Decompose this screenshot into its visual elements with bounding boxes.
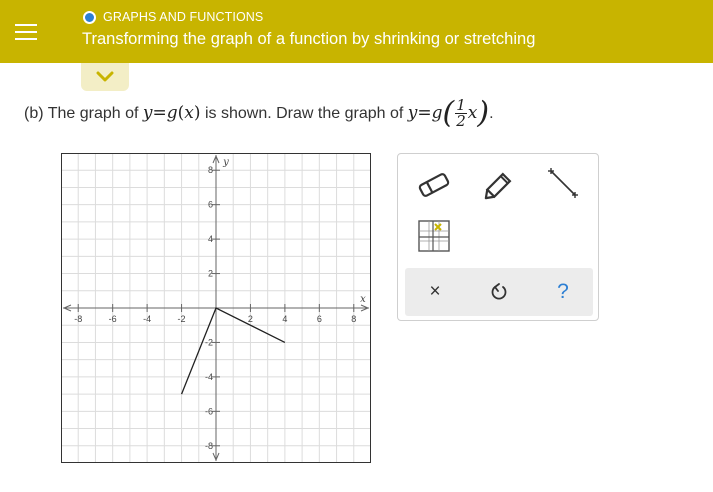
undo-icon — [490, 283, 508, 301]
eraser-tool[interactable] — [414, 167, 454, 203]
target-function — [407, 95, 490, 131]
given-rparen: ) — [193, 103, 201, 123]
pencil-tool[interactable] — [480, 166, 520, 202]
eraser-icon — [417, 172, 451, 198]
target-x: x — [467, 103, 478, 123]
y-tick-label: -4 — [204, 371, 213, 382]
y-tick-label: -2 — [204, 337, 213, 348]
y-tick-label: -8 — [204, 440, 213, 451]
topic-breadcrumb — [83, 10, 263, 24]
hamburger-icon — [15, 22, 37, 42]
target-g: g — [431, 103, 443, 123]
target-eq: = — [417, 103, 432, 123]
menu-button[interactable] — [0, 0, 52, 63]
fraction-denominator: 2 — [456, 112, 466, 130]
fraction — [455, 98, 467, 129]
given-function — [143, 103, 201, 123]
topic-status-icon — [83, 11, 96, 24]
x-tick-label: 4 — [282, 314, 288, 324]
chevron-down-icon — [96, 71, 114, 83]
expand-dropdown-button[interactable] — [81, 63, 129, 91]
topic-label: GRAPHS AND FUNCTIONS — [103, 10, 264, 24]
y-tick-label: 8 — [207, 165, 213, 176]
y-tick-label: 2 — [207, 268, 213, 279]
given-x: x — [184, 103, 194, 123]
given-g: g — [166, 103, 178, 123]
question-part: (b) — [24, 105, 44, 122]
question-period: . — [489, 105, 494, 122]
header-bar — [0, 0, 713, 63]
clear-button[interactable]: × — [429, 281, 441, 302]
question-text — [24, 95, 494, 131]
target-rparen: ) — [477, 95, 490, 131]
page-title: Transforming the graph of a function by shrinking or stretching — [82, 30, 536, 48]
target-lparen: ( — [442, 95, 455, 131]
x-tick-label: 6 — [316, 314, 322, 324]
x-tick-label: -6 — [108, 314, 117, 324]
undo-button[interactable] — [479, 274, 519, 310]
line-segment-icon — [545, 165, 581, 201]
fraction-numerator: 1 — [456, 96, 466, 114]
y-tick-label: -6 — [204, 406, 213, 417]
given-lparen: ( — [177, 103, 185, 123]
given-y: y — [142, 103, 153, 123]
drawing-tool-panel — [397, 153, 599, 321]
point-grid-icon — [418, 220, 450, 252]
line-segment-tool[interactable] — [543, 165, 583, 201]
x-tick-label: 8 — [351, 314, 357, 324]
question-text-before: The graph of — [47, 105, 139, 122]
x-axis-label: x — [360, 294, 366, 305]
x-tick-label: 2 — [247, 314, 253, 324]
y-axis-label: y — [223, 157, 229, 168]
target-y: y — [407, 103, 418, 123]
point-grid-tool[interactable] — [414, 218, 454, 254]
y-tick-label: 4 — [207, 234, 213, 245]
x-tick-label: -8 — [74, 314, 83, 324]
help-button[interactable]: ? — [557, 280, 569, 303]
action-bar — [405, 268, 593, 316]
x-tick-label: -4 — [143, 314, 152, 324]
pencil-icon — [482, 166, 518, 202]
question-text-middle: is shown. Draw the graph of — [204, 105, 404, 122]
given-eq: = — [152, 103, 167, 123]
graph-canvas[interactable] — [61, 153, 371, 463]
y-tick-label: 6 — [207, 199, 213, 210]
x-tick-label: -2 — [177, 314, 186, 324]
